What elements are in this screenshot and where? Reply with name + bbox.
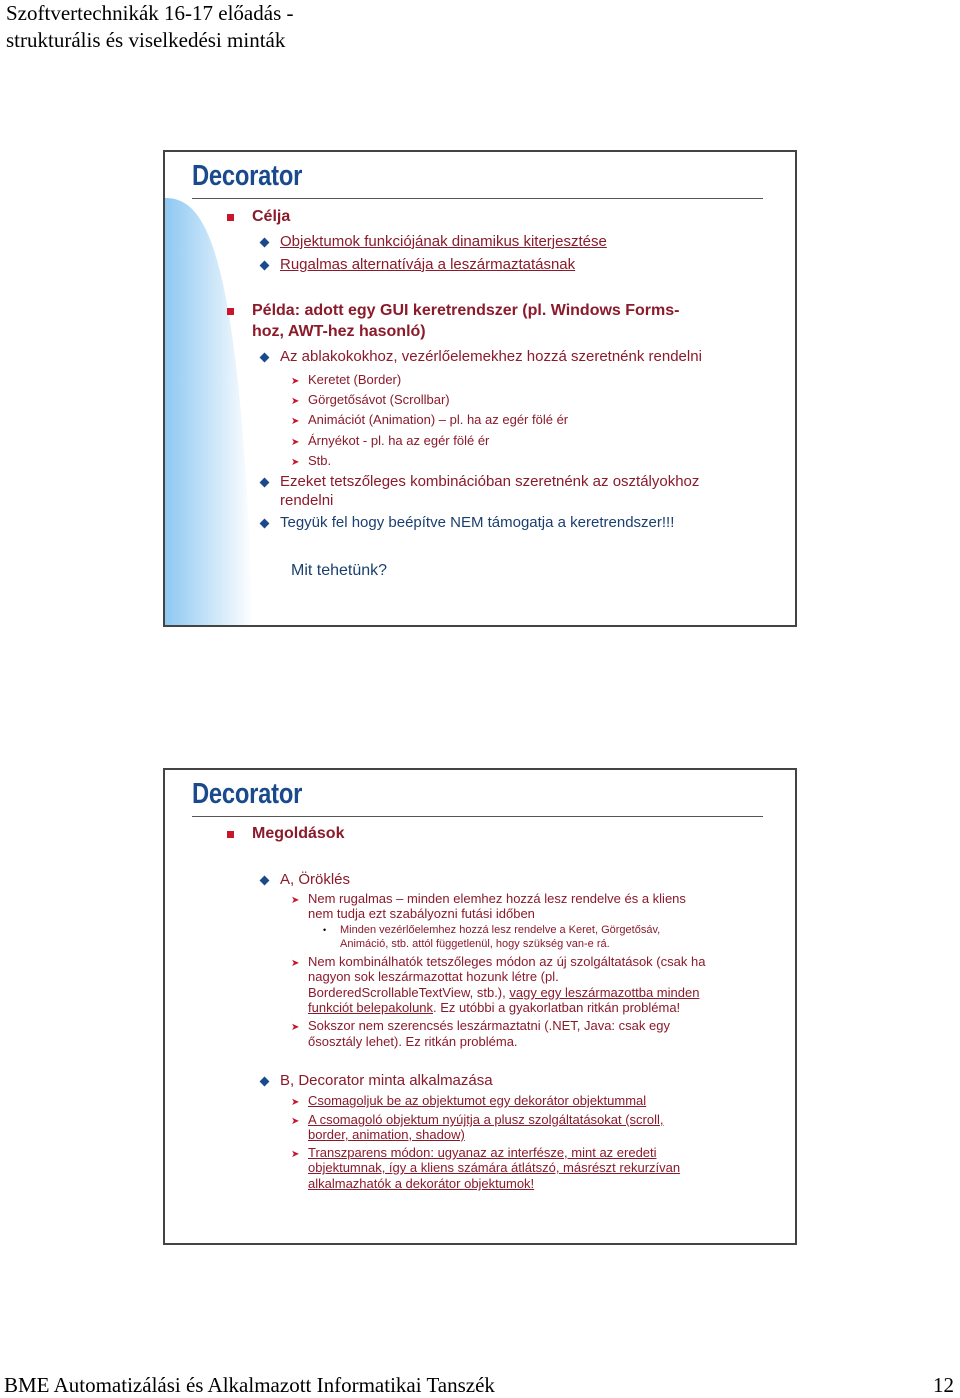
arrow-bullet-icon: ➤ — [291, 1097, 300, 1108]
a3-line-1: Sokszor nem szerencsés leszármaztatni (.NET, Java: csak egy — [308, 1018, 670, 1033]
slide-1-title: Decorator — [192, 160, 303, 192]
arrow-bullet-icon: ➤ — [291, 416, 300, 427]
question-text: Mit tehetünk? — [291, 562, 388, 579]
b3-line-2[interactable]: objektumnak, így a kliens számára átlátszó, másrészt rekurzívan — [308, 1160, 681, 1175]
b3-line-1[interactable]: Transzparens módon: ugyanaz az interfésze, mint az eredeti — [308, 1145, 657, 1160]
b2-line-1[interactable]: A csomagoló objektum nyújtja a plusz szolgáltatásokat (scroll, — [308, 1112, 664, 1127]
render-item: Keretet (Border) — [308, 372, 402, 387]
arrow-bullet-icon: ➤ — [291, 1116, 300, 1127]
assumption-text: Tegyük fel hogy beépítve NEM támogatja a keretrendszer!!! — [280, 514, 675, 531]
a2-line-2: nagyon sok leszármazottat hozunk létre (pl. — [308, 969, 559, 984]
a2-line-4-underlined[interactable]: funkciót belepakolunk — [308, 1000, 434, 1015]
a2-line-3 — [308, 985, 699, 1000]
arrow-bullet-icon: ➤ — [291, 396, 300, 407]
square-bullet-icon — [227, 831, 234, 838]
diamond-bullet-icon — [260, 1077, 270, 1087]
render-item: Görgetősávot (Scrollbar) — [308, 392, 450, 407]
render-item: Árnyékot - pl. ha az egér fölé ér — [308, 433, 490, 448]
render-item: Animációt (Animation) – pl. ha az egér fölé ér — [308, 412, 569, 427]
inheritance-heading: A, Öröklés — [280, 871, 351, 888]
b3-line-3[interactable]: alkalmazhatók a dekorátor objektumok! — [308, 1176, 535, 1191]
page-header — [6, 0, 293, 54]
arrow-bullet-icon: ➤ — [291, 958, 300, 969]
arrow-bullet-icon: ➤ — [291, 1149, 300, 1160]
header-line-2: strukturális és viselkedési minták — [6, 28, 286, 52]
page-number: 12 — [933, 1373, 954, 1397]
arrow-bullet-icon: ➤ — [291, 437, 300, 448]
header-line-1: Szoftvertechnikák 16-17 előadás - — [6, 1, 294, 25]
goal-heading: Célja — [252, 208, 291, 225]
b2-line-2[interactable]: border, animation, shadow) — [308, 1127, 465, 1142]
page-footer: BME Automatizálási és Alkalmazott Informatikai Tanszék — [4, 1373, 495, 1397]
diamond-bullet-icon — [260, 876, 270, 886]
a2-line-3-underlined[interactable]: vagy egy leszármazottba minden — [509, 985, 700, 1000]
slide-2 — [163, 768, 797, 1245]
slide-1 — [163, 150, 797, 627]
example-line-2: hoz, AWT-hez hasonló) — [252, 323, 426, 340]
a1-sub-line-2: Animáció, stb. attól függetlenül, hogy szükség van-e rá. — [340, 938, 610, 950]
arrow-bullet-icon: ➤ — [291, 1022, 300, 1033]
square-bullet-icon — [227, 308, 234, 315]
a2-line-4 — [308, 1000, 680, 1015]
dot-bullet-icon: • — [323, 925, 327, 935]
title-rule — [192, 816, 763, 817]
a2-line-4-plain: . Ez utóbbi a gyakorlatban ritkán probléma! — [433, 1000, 681, 1015]
solutions-heading: Megoldások — [252, 825, 345, 842]
goal-item-1[interactable]: Objektumok funkciójának dinamikus kiterjesztése — [280, 233, 607, 250]
b1-line[interactable]: Csomagoljuk be az objektumot egy dekorátor objektummal — [308, 1093, 647, 1108]
a2-line-3-plain: BorderedScrollableTextView, stb.), — [308, 985, 506, 1000]
title-rule — [192, 198, 763, 199]
a1-line-1: Nem rugalmas – minden elemhez hozzá lesz rendelve és a kliens — [308, 891, 686, 906]
arrow-bullet-icon: ➤ — [291, 376, 300, 387]
a3-line-2: ősosztály lehet). Ez ritkán probléma. — [308, 1034, 518, 1049]
combo-line-1: Ezeket tetszőleges kombinációban szeretnénk az osztályokhoz — [280, 473, 700, 490]
combo-line-2: rendelni — [280, 492, 334, 509]
arrow-bullet-icon: ➤ — [291, 457, 300, 468]
goal-item-2[interactable]: Rugalmas alternatívája a leszármaztatásnak — [280, 256, 576, 273]
render-item: Stb. — [308, 453, 332, 468]
slide-2-title: Decorator — [192, 778, 303, 810]
render-intro: Az ablakokokhoz, vezérlőelemekhez hozzá szeretnénk rendelni — [280, 348, 702, 365]
a1-line-2: nem tudja ezt szabályozni futási időben — [308, 906, 535, 921]
arrow-bullet-icon: ➤ — [291, 895, 300, 906]
square-bullet-icon — [227, 214, 234, 221]
example-line-1: Példa: adott egy GUI keretrendszer (pl. Windows Forms- — [252, 302, 680, 319]
a1-sub-line-1: Minden vezérlőelemhez hozzá lesz rendelve a Keret, Görgetősáv, — [340, 924, 661, 936]
decorator-heading: B, Decorator minta alkalmazása — [280, 1072, 493, 1089]
a2-line-1: Nem kombinálhatók tetszőleges módon az új szolgáltatások (csak ha — [308, 954, 706, 969]
